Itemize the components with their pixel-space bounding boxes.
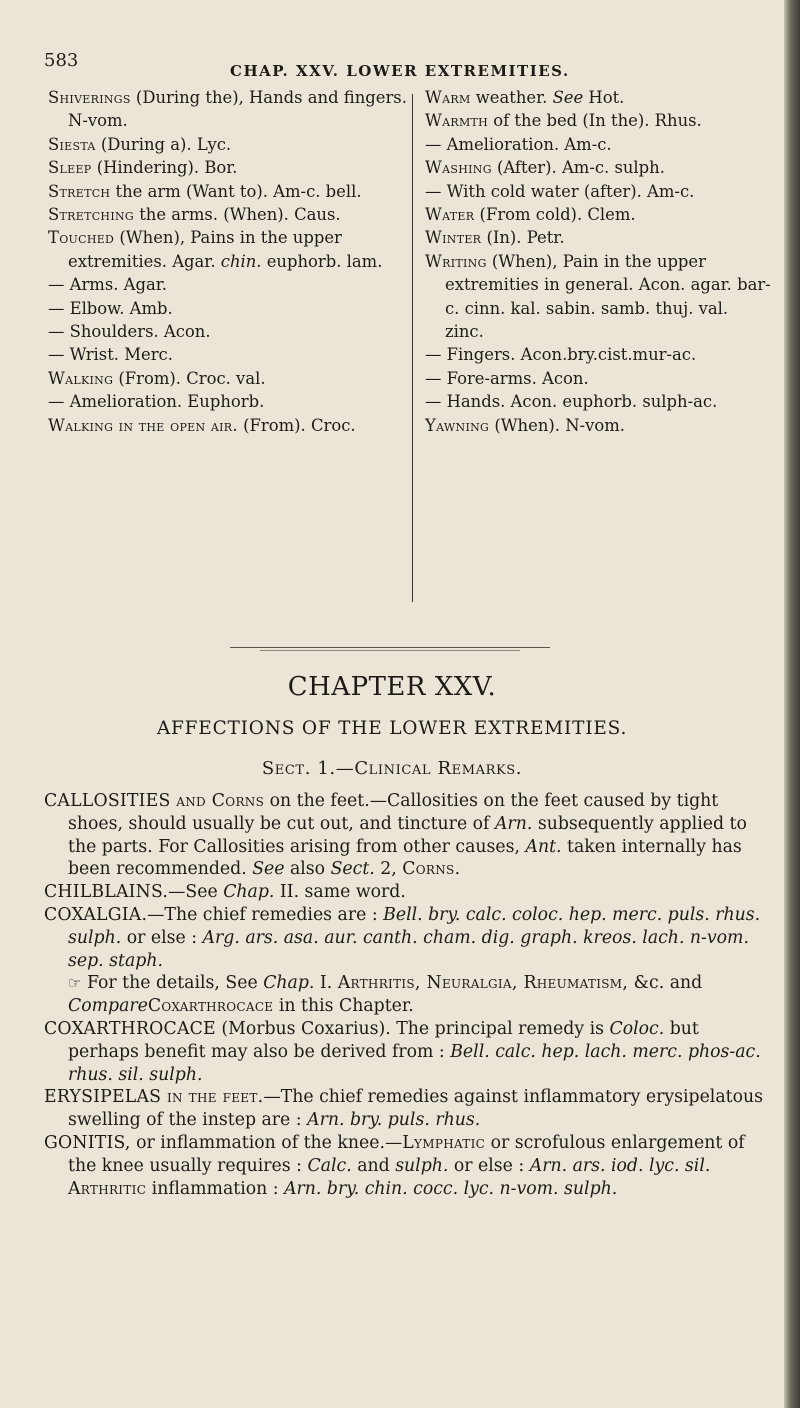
entry-text: (During a). Lyc.: [95, 134, 232, 154]
entry-heading: Stretching: [48, 205, 134, 225]
entry-heading: Siesta: [48, 134, 96, 154]
entry-text: (From cold). Clem.: [474, 205, 636, 225]
remedy-name: Ant.: [525, 836, 562, 857]
paragraph-arthritic: [44, 1178, 772, 1201]
entry-italic: chin.: [220, 251, 262, 271]
entry-heading: Washing: [425, 158, 492, 178]
remedy-name: Arn.: [494, 813, 533, 834]
index-entry: [425, 86, 771, 109]
text-run: 2,: [374, 859, 403, 880]
text-run: subsequently applied to the parts. For Callosities arising from other causes,: [68, 813, 747, 857]
text-run: —The chief remedies against inflammatory erysipelatous swelling of the instep are :: [68, 1087, 763, 1131]
text-run: Arthritis, Neuralgia, Rheumatism,: [337, 973, 629, 994]
index-entry: [425, 226, 771, 249]
section-rule-thin: [260, 650, 520, 651]
index-entry: [48, 203, 410, 226]
index-entry: [425, 180, 771, 203]
text-run: taken internally has been recommended.: [68, 836, 742, 880]
index-entry: [425, 133, 771, 156]
index-entry: [425, 109, 771, 132]
column-divider: [412, 94, 413, 602]
entry-text: (After). Am-c. sulph.: [491, 158, 665, 178]
text-run: Corns: [211, 791, 265, 811]
paragraph-coxalgia: [44, 904, 772, 972]
text-run: or scrofulous enlargement of the knee usually requires :: [68, 1132, 745, 1176]
entry-heading: CALLOSITIES: [44, 791, 171, 811]
entry-text: — Elbow. Amb.: [48, 298, 173, 318]
text-run: &c. and: [628, 973, 703, 994]
chapter-heading: CHAPTER XXV.: [287, 672, 497, 702]
cross-reference: Chap.: [223, 882, 275, 903]
entry-heading: GONITIS,: [44, 1132, 131, 1153]
entry-text: (When). N-vom.: [489, 415, 625, 435]
entry-heading: Warm: [425, 88, 471, 107]
paragraph-coxarthrocace: [44, 1018, 772, 1086]
text-run: on the feet.—Callosities on the feet caused by tight shoes, should usually be cut out, and tincture of: [68, 791, 719, 834]
entry-text: — Arms. Agar.: [48, 275, 167, 295]
entry-tail: Hot.: [583, 88, 625, 107]
entry-tail: euphorb. lam.: [261, 251, 383, 271]
index-entry: [425, 343, 771, 366]
entry-heading: CHILBLAINS.: [44, 882, 169, 903]
entry-heading: Arthritic: [68, 1178, 147, 1199]
text-run: also: [284, 859, 331, 880]
index-entry: [425, 203, 771, 226]
entry-heading: Shiverings: [48, 88, 131, 107]
text-run: Lymphatic: [402, 1132, 486, 1153]
text-run: and: [351, 1155, 396, 1176]
paragraph-chilblains: [44, 881, 772, 904]
index-entry: [48, 273, 410, 296]
running-head: [0, 50, 784, 84]
text-run: II. same word.: [274, 882, 406, 903]
entry-text: (When), Pain in the upper extremities in general. Acon. agar. bar-c. cinn. kal. sabin. samb. thuj. val. zinc.: [445, 251, 771, 342]
entry-text: (During the), Hands and fingers. N-vom.: [68, 88, 407, 131]
paragraph-gonitis: [44, 1132, 772, 1178]
remedy-name: Coloc.: [609, 1018, 665, 1039]
section-rule: [230, 647, 550, 648]
remedy-list: Arn. bry. puls. rhus.: [307, 1110, 481, 1131]
entry-heading: Warmth: [425, 111, 489, 131]
entry-heading: COXARTHROCACE: [44, 1018, 216, 1039]
text-run: or else :: [448, 1155, 530, 1176]
entry-text: of the bed (In the). Rhus.: [488, 111, 702, 131]
remedy-name: sulph.: [395, 1155, 449, 1176]
remedy-list: Bell. bry. calc. coloc. hep. merc. puls. rhus. sulph.: [68, 904, 761, 948]
entry-heading: COXALGIA.: [44, 904, 148, 925]
index-entry: [48, 343, 410, 366]
entry-text: — Amelioration. Am-c.: [425, 134, 612, 154]
index-entry: [48, 320, 410, 343]
entry-text: — Fingers. Acon.bry.cist.mur-ac.: [425, 345, 697, 365]
cross-reference: Chap.: [263, 973, 315, 994]
section-title: Sect. 1.—Clinical Remarks.: [261, 758, 523, 779]
cross-reference: Sect.: [330, 859, 375, 880]
entry-heading: ERYSIPELAS: [44, 1087, 162, 1108]
paragraph-callosities: [44, 790, 772, 881]
entry-text: the arm (Want to). Am-c. bell.: [110, 181, 362, 201]
book-edge-shadow: [784, 0, 800, 1408]
text-run: —The chief remedies are :: [147, 904, 384, 925]
entry-text: — Wrist. Merc.: [48, 345, 173, 365]
index-entry: [48, 414, 410, 437]
entry-italic: See: [552, 88, 584, 107]
index-entry: [48, 390, 410, 413]
index-entry: [425, 390, 771, 413]
text-run: inflammation :: [146, 1178, 285, 1199]
index-entry: [48, 156, 410, 179]
text-run: Corns.: [402, 859, 461, 880]
text-run: in this Chapter.: [273, 996, 414, 1017]
entry-text: (In). Petr.: [481, 228, 565, 248]
entry-text: — Shoulders. Acon.: [48, 322, 211, 342]
chapter-subtitle: AFFECTIONS OF THE LOWER EXTREMITIES.: [156, 718, 628, 739]
entry-heading: Sleep: [48, 158, 92, 178]
text-run: For the details, See: [81, 973, 264, 994]
entry-text: (Hindering). Bor.: [91, 158, 238, 178]
entry-heading: Walking in the open air.: [48, 415, 238, 435]
entry-text: — With cold water (after). Am-c.: [425, 181, 695, 201]
entry-heading: Winter: [425, 228, 482, 248]
cross-reference: See: [252, 859, 285, 880]
entry-text: — Hands. Acon. euphorb. sulph-ac.: [425, 392, 718, 412]
entry-text: the arms. (When). Caus.: [133, 205, 341, 225]
entry-text: weather.: [470, 88, 553, 107]
text-run: (Morbus Coxarius). The principal remedy is: [215, 1018, 610, 1039]
entry-heading: Yawning: [425, 415, 490, 435]
text-run: Coxarthrocace: [147, 996, 274, 1017]
pointing-hand-icon: ☞: [68, 974, 82, 993]
text-run: but perhaps benefit may also be derived from :: [68, 1018, 699, 1062]
remedy-name: Calc.: [307, 1155, 352, 1176]
index-entry: [425, 156, 771, 179]
text-run: —See: [168, 882, 224, 903]
left-index-column: [48, 86, 410, 437]
paragraph-erysipelas: [44, 1086, 772, 1132]
right-index-column: [425, 86, 771, 437]
index-entry: [48, 133, 410, 156]
entry-heading: Stretch: [48, 181, 111, 201]
index-entry: [425, 414, 771, 437]
remedy-list: Arn. ars. iod. lyc. sil.: [529, 1155, 711, 1176]
text-run: in the feet.: [161, 1087, 264, 1108]
entry-text: (From). Croc. val.: [113, 368, 266, 388]
index-entry: [425, 367, 771, 390]
entry-heading: Touched: [48, 228, 115, 248]
page-number: 583: [44, 50, 79, 71]
index-entry: [48, 297, 410, 320]
entry-text: — Amelioration. Euphorb.: [48, 392, 265, 412]
index-entry: [48, 86, 410, 133]
index-entry: [48, 180, 410, 203]
text-run: and: [170, 791, 212, 811]
entry-text: (When), Pains in the upper extremities. Agar.: [68, 228, 342, 271]
text-run: or else :: [121, 927, 203, 948]
remedy-list: Arn. bry. chin. cocc. lyc. n-vom. sulph.: [284, 1178, 618, 1199]
entry-heading: Water: [425, 205, 475, 225]
entry-text: (From). Croc.: [237, 415, 356, 435]
index-entry: [425, 250, 771, 344]
remedy-list: Bell. calc. hep. lach. merc. phos-ac. rhus. sil. sulph.: [68, 1041, 761, 1085]
chapter-body: [44, 790, 772, 1200]
text-run: or inflammation of the knee.—: [130, 1132, 403, 1153]
paragraph-details-note: [44, 972, 772, 1018]
entry-heading: Walking: [48, 368, 114, 388]
entry-heading: Writing: [425, 251, 487, 271]
running-title: CHAP. XXV. LOWER EXTREMITIES.: [230, 62, 570, 80]
index-entry: [48, 367, 410, 390]
cross-reference: Compare: [68, 996, 148, 1017]
remedy-list: Arg. ars. asa. aur. canth. cham. dig. graph. kreos. lach. n-vom. sep. staph.: [68, 927, 749, 971]
index-entry: [48, 226, 410, 273]
entry-text: — Fore-arms. Acon.: [425, 368, 589, 388]
text-run: I.: [314, 973, 338, 994]
